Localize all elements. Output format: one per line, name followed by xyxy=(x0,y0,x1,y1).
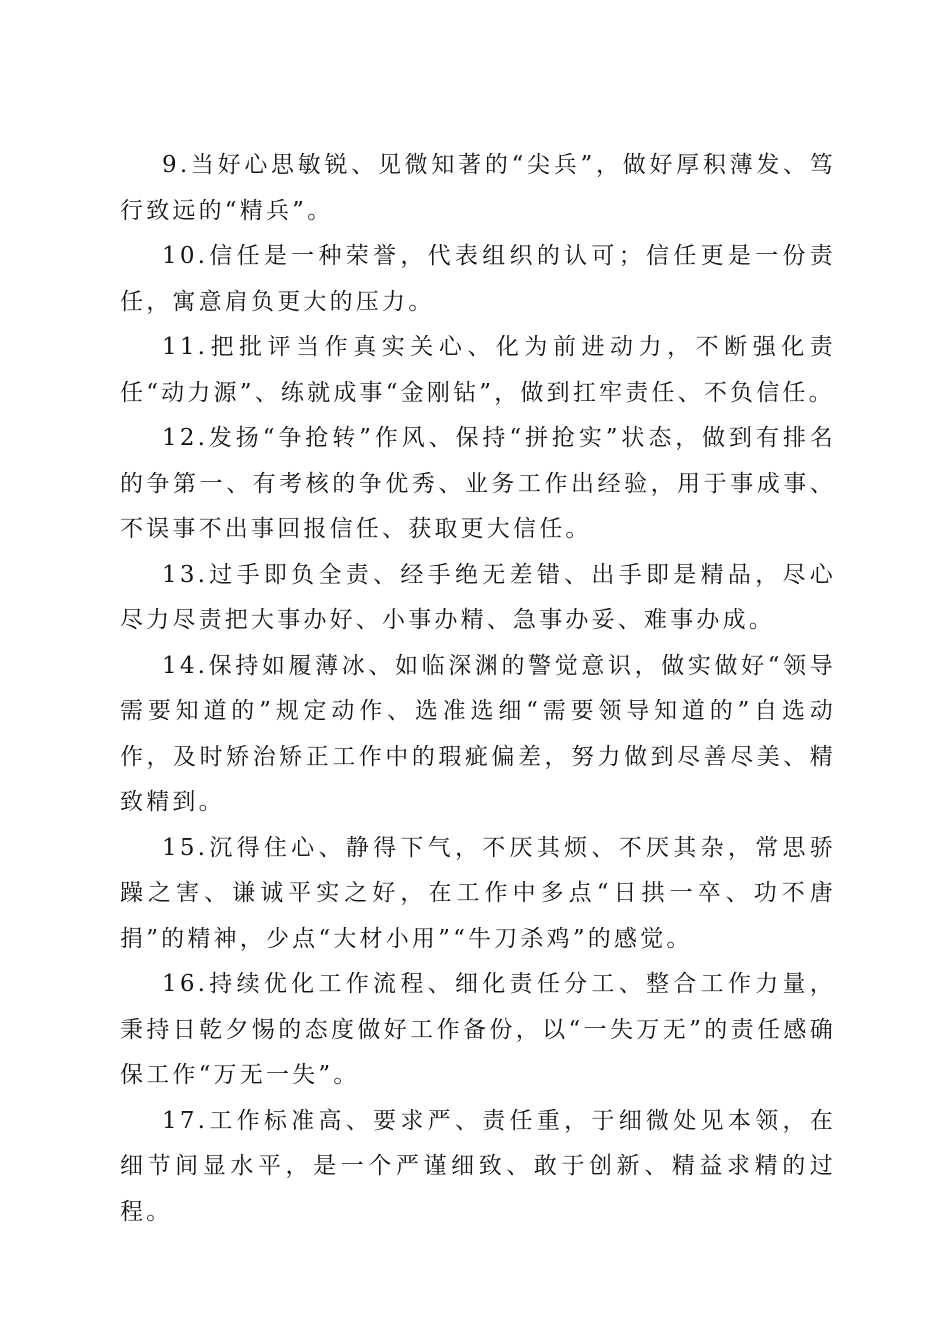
paragraph-text: 信任是一种荣誉，代表组织的认可；信任更是一份责任，寓意肩负更大的压力。 xyxy=(120,243,836,315)
paragraph-text: 保持如履薄冰、如临深渊的警觉意识，做实做好“领导需要知道的”规定动作、选准选细“需要领导知道的”自选动作，及时矫治矫正工作中的瑕疵偏差，努力做到尽善尽美、精致精到。 xyxy=(120,652,836,815)
paragraph-9 xyxy=(120,143,836,234)
paragraph-14 xyxy=(120,644,836,826)
paragraph-11 xyxy=(120,325,836,416)
paragraph-12 xyxy=(120,416,836,553)
paragraph-text: 沉得住心、静得下气，不厌其烦、不厌其杂，常思骄躁之害、谦诚平实之好，在工作中多点“日拱一卒、功不唐捐”的精神，少点“大材小用”“牛刀杀鸡”的感觉。 xyxy=(120,834,836,952)
paragraph-10 xyxy=(120,234,836,325)
paragraph-number: 9. xyxy=(162,152,191,178)
paragraph-15 xyxy=(120,826,836,963)
paragraph-17 xyxy=(120,1099,836,1236)
paragraph-number: 16. xyxy=(162,971,209,997)
paragraph-number: 17. xyxy=(162,1107,209,1134)
paragraph-text: 当好心思敏锐、见微知著的“尖兵”，做好厚积薄发、笃行致远的“精兵”。 xyxy=(120,152,836,224)
paragraph-number: 15. xyxy=(162,834,209,861)
paragraph-text: 持续优化工作流程、细化责任分工、整合工作力量，秉持日乾夕惕的态度做好工作备份，以“一失万无”的责任感确保工作“万无一失”。 xyxy=(120,971,836,1088)
paragraph-13 xyxy=(120,553,836,644)
paragraph-16 xyxy=(120,962,836,1099)
paragraph-number: 11. xyxy=(162,334,209,360)
paragraph-text: 发扬“争抢转”作风、保持“拼抢实”状态，做到有排名的争第一、有考核的争优秀、业务工作出经验，用于事成事、不误事不出事回报信任、获取更大信任。 xyxy=(120,425,836,542)
paragraph-number: 10. xyxy=(162,243,209,269)
paragraph-number: 12. xyxy=(162,425,209,451)
paragraph-number: 13. xyxy=(162,561,209,588)
paragraph-number: 14. xyxy=(162,652,209,679)
paragraph-text: 过手即负全责、经手绝无差错、出手即是精品，尽心尽力尽责把大事办好、小事办精、急事办妥、难事办成。 xyxy=(120,561,836,633)
paragraph-text: 工作标准高、要求严、责任重，于细微处见本领，在细节间显水平，是一个严谨细致、敢于创新、精益求精的过程。 xyxy=(120,1107,836,1225)
paragraph-text: 把批评当作真实关心、化为前进动力，不断强化责任“动力源”、练就成事“金刚钻”，做到扛牢责任、不负信任。 xyxy=(120,334,836,406)
document-page xyxy=(120,143,836,1235)
